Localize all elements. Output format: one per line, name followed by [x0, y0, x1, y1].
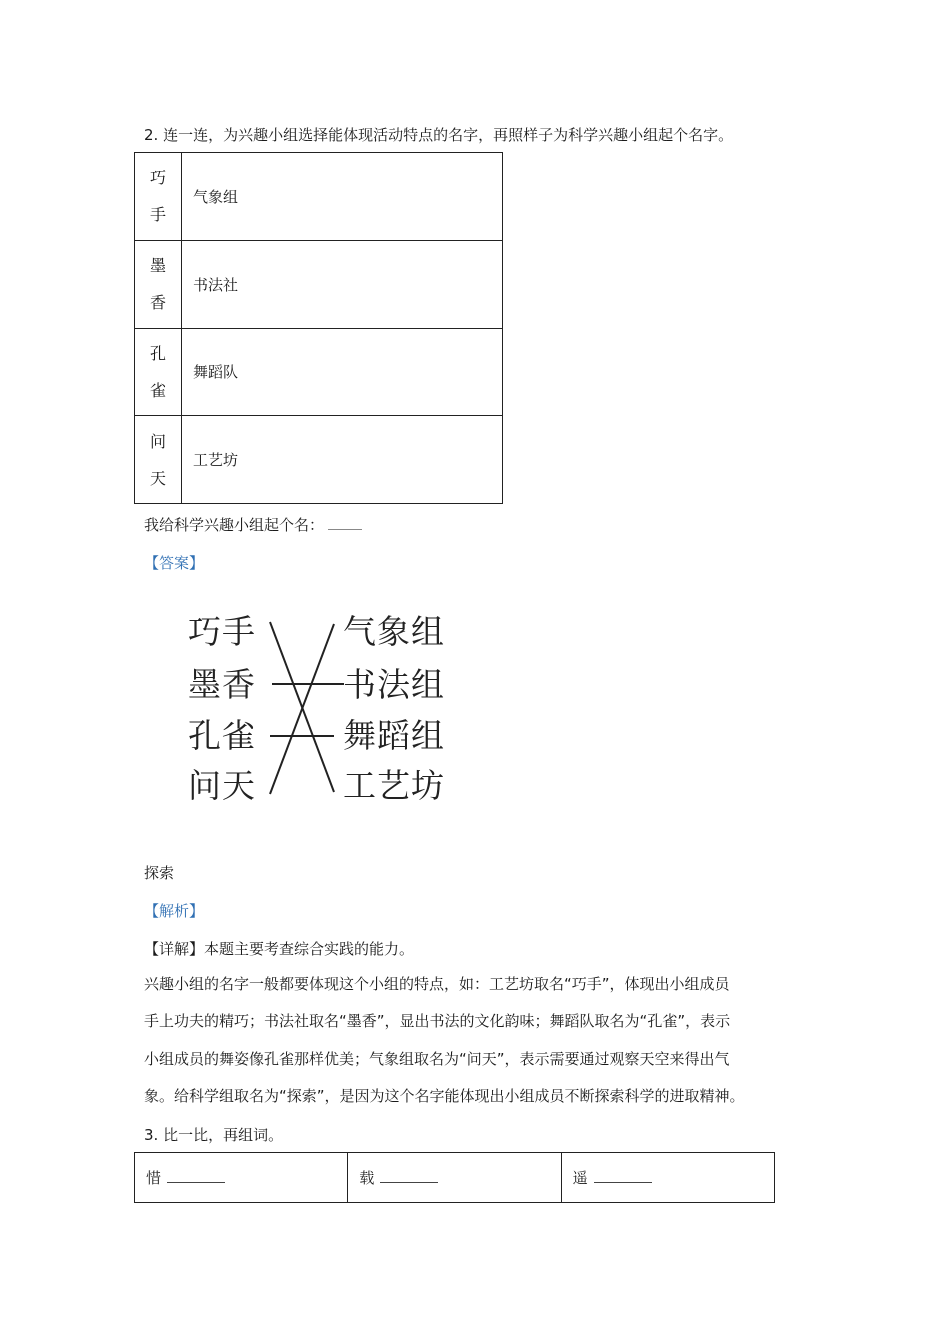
- left-name-cell: [135, 416, 182, 504]
- answer-blank: [328, 517, 362, 530]
- table-row: [135, 240, 503, 328]
- left-name-cell: [135, 240, 182, 328]
- name-answer: 探索: [144, 864, 175, 882]
- left-char: 香: [149, 293, 166, 313]
- answer-diagram: [188, 610, 458, 810]
- group-cell: 气象组: [182, 153, 503, 241]
- left-char: 问: [149, 431, 166, 451]
- group-cell: 书法社: [182, 240, 503, 328]
- answer-blank: [380, 1168, 438, 1183]
- answer-label: 【答案】: [144, 554, 205, 572]
- analysis-line: 手上功夫的精巧；书法社取名“墨香”，显出书法的文化韵味；舞蹈队取名为“孔雀”，表示: [144, 1012, 731, 1030]
- analysis-line: 小组成员的舞姿像孔雀那样优美；气象组取名为“问天”，表示需要通过观察天空来得出气: [144, 1050, 730, 1068]
- table-row: [135, 153, 503, 241]
- answer-left-word: 巧手: [188, 612, 256, 651]
- left-char: 雀: [149, 380, 166, 400]
- naming-prompt-text: 我给科学兴趣小组起个名：: [144, 516, 325, 534]
- answer-right-word: 气象组: [343, 612, 445, 651]
- word-char: 载: [359, 1169, 375, 1187]
- left-char: 手: [149, 205, 166, 225]
- answer-right-word: 舞蹈组: [343, 716, 445, 755]
- left-char: 墨: [149, 256, 166, 276]
- answer-left-word: 墨香: [188, 665, 256, 704]
- answer-right-word: 书法组: [343, 665, 445, 704]
- connection-lines: [188, 610, 458, 810]
- analysis-line: 象。给科学组取名为“探索”，是因为这个名字能体现出小组成员不断探索科学的进取精神。: [144, 1087, 745, 1105]
- table-row: [135, 416, 503, 504]
- analysis-line: 兴趣小组的名字一般都要体现这个小组的特点，如：工艺坊取名“巧手”，体现出小组成员: [144, 975, 730, 993]
- analysis-detail: 【详解】本题主要考查综合实践的能力。: [144, 940, 415, 958]
- q2-matching-table: [134, 152, 503, 504]
- left-char: 巧: [149, 168, 166, 188]
- word-char: 遥: [572, 1169, 588, 1187]
- answer-blank: [594, 1168, 652, 1183]
- group-cell: 舞蹈队: [182, 328, 503, 416]
- naming-prompt: [144, 514, 362, 535]
- left-char: 孔: [149, 343, 166, 363]
- q3-word-table: [134, 1152, 775, 1203]
- answer-left-word: 问天: [188, 766, 256, 805]
- answer-left-word: 孔雀: [188, 716, 256, 755]
- left-name-cell: [135, 328, 182, 416]
- left-char: 天: [149, 468, 166, 488]
- word-cell: [561, 1153, 774, 1203]
- table-row: [135, 1153, 775, 1203]
- answer-right-word: 工艺坊: [343, 766, 445, 805]
- word-char: 惜: [146, 1169, 162, 1187]
- left-name-cell: [135, 153, 182, 241]
- group-cell: 工艺坊: [182, 416, 503, 504]
- analysis-label: 【解析】: [144, 902, 205, 920]
- q2-title: 2. 连一连，为兴趣小组选择能体现活动特点的名字，再照样子为科学兴趣小组起个名字。: [144, 126, 734, 144]
- table-row: [135, 328, 503, 416]
- word-cell: [135, 1153, 348, 1203]
- q3-title: 3. 比一比，再组词。: [144, 1126, 284, 1144]
- word-cell: [348, 1153, 561, 1203]
- answer-blank: [167, 1168, 225, 1183]
